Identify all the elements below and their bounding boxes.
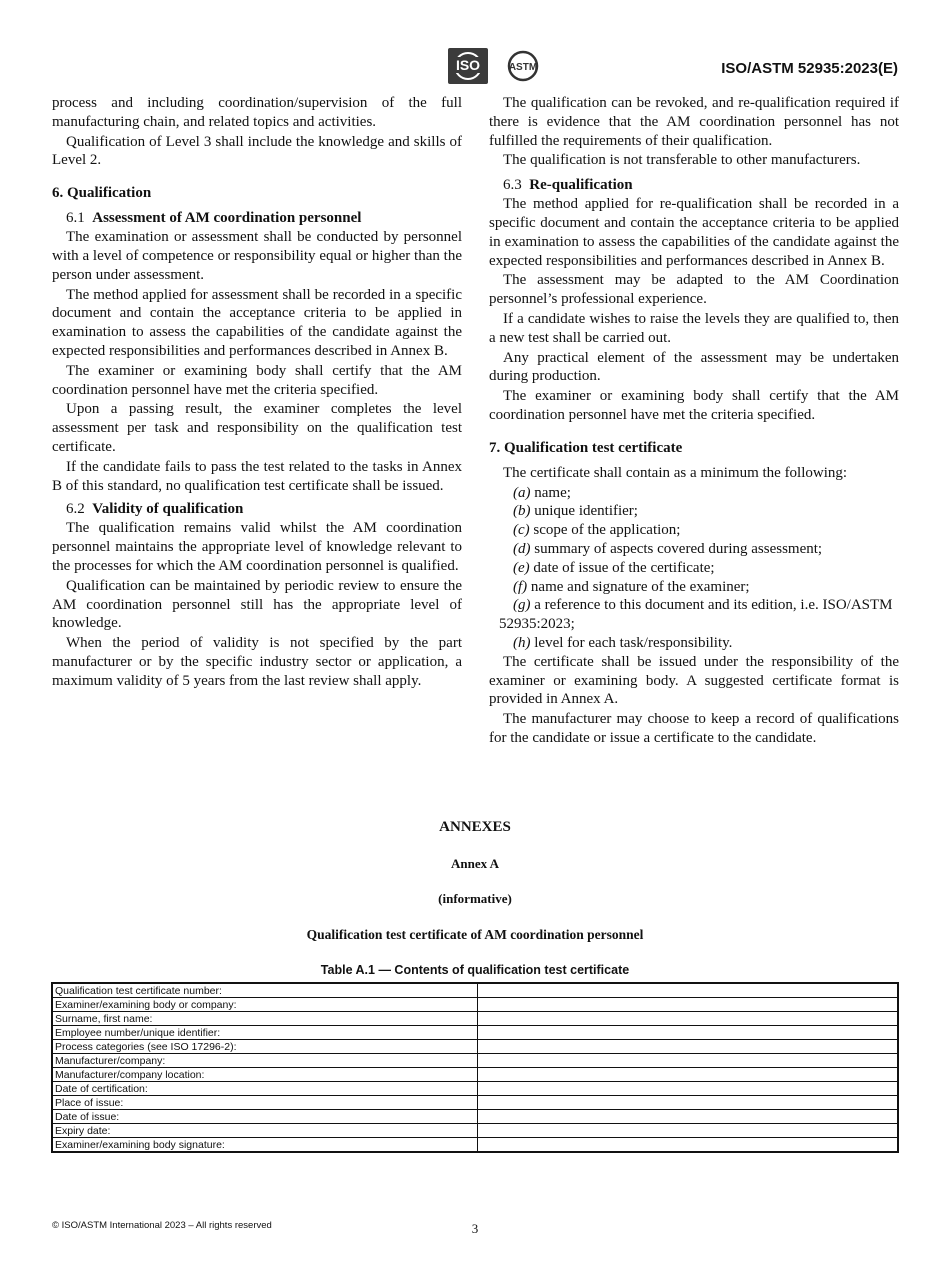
standard-number: ISO/ASTM 52935:2023(E)	[721, 60, 898, 77]
section-7-heading: 7. Qualification test certificate	[489, 439, 683, 456]
section-6-3-heading: 6.3 Re-qualification	[503, 177, 633, 194]
paragraph: The assessment may be adapted to the AM Coordination personnel’s professional experience.	[489, 272, 899, 308]
paragraph: If the candidate fails to pass the test related to the tasks in Annex B of this standard, no qualification test certificate shall be issued.	[52, 458, 462, 494]
paragraph: The method applied for re-qualification shall be recorded in a specific document and contain the acceptance criteria to be applied in examination to assess the capabilities of the candidate against the expected responsibilities and performances described in Annex B.	[489, 196, 899, 269]
paragraph: The examination or assessment shall be conducted by personnel with a level of competence or responsibility equal or higher than the person under assessment.	[52, 229, 462, 283]
table-row	[52, 1124, 898, 1138]
paragraph: The qualification remains valid whilst the AM coordination personnel maintains the appropriate level of knowledge relevant to the processes for which the AM coordination personnel is qualified.	[52, 520, 462, 574]
annex-type: (informative)	[438, 891, 512, 906]
list-item: (h) level for each task/responsibility.	[513, 634, 733, 651]
table-cell-value	[478, 1110, 899, 1124]
table-row	[52, 983, 898, 998]
table-cell-label: Examiner/examining body or company:	[52, 998, 478, 1012]
paragraph: Qualification can be maintained by periodic review to ensure the AM coordination personnel still has the appropriate level of knowledge.	[52, 577, 462, 632]
list-item: (b) unique identifier;	[513, 503, 638, 520]
paragraph: The qualification is not transferable to other manufacturers.	[503, 152, 861, 169]
table-row	[52, 998, 898, 1012]
table-cell-value	[478, 1068, 899, 1082]
certificate-contents-list	[489, 484, 899, 653]
table-row	[52, 1096, 898, 1110]
paragraph: The certificate shall be issued under the responsibility of the examiner or examining body. A suggested certificate format is provided in Annex A.	[489, 653, 899, 708]
astm-logo-text: ASTM	[508, 62, 538, 73]
table-row	[52, 1068, 898, 1082]
paragraph: The examiner or examining body shall certify that the AM coordination personnel have met the criteria specified.	[52, 362, 462, 398]
table-title: Table A.1 — Contents of qualification test certificate	[320, 963, 630, 977]
astm-logo	[504, 50, 542, 82]
list-item: (d) summary of aspects covered during assessment;	[513, 540, 823, 557]
paragraph: The manufacturer may choose to keep a record of qualifications for the candidate or issue a certificate to the candidate.	[489, 711, 899, 746]
table-row	[52, 1138, 898, 1153]
certificate-table	[51, 982, 899, 1153]
table-row	[52, 1110, 898, 1124]
table-cell-value	[478, 1040, 899, 1054]
paragraph: The examiner or examining body shall certify that the AM coordination personnel have met the criteria specified.	[489, 388, 899, 423]
table-cell-value	[478, 1124, 899, 1138]
table-row	[52, 1040, 898, 1054]
table-row	[52, 1026, 898, 1040]
table-row	[52, 1012, 898, 1026]
copyright-notice: © ISO/ASTM International 2023 – All rights reserved	[52, 1220, 272, 1231]
table-cell-label: Manufacturer/company:	[52, 1054, 478, 1068]
paragraph: The certificate shall contain as a minimum the following:	[503, 464, 848, 481]
table-cell-label: Qualification test certificate number:	[52, 983, 478, 998]
annex-title: Qualification test certificate of AM coordination personnel	[306, 927, 644, 942]
annex-a-heading: Annex A	[450, 856, 500, 871]
list-item: (f) name and signature of the examiner;	[513, 578, 750, 595]
list-item: (g) a reference to this document and its edition, i.e. ISO/ASTM 52935:2023;	[499, 597, 893, 633]
table-cell-value	[478, 998, 899, 1012]
list-item: (a) name;	[513, 484, 571, 501]
paragraph: Any practical element of the assessment may be undertaken during production.	[489, 349, 899, 385]
iso-logo-text: ISO	[452, 57, 484, 73]
table-cell-label: Date of certification:	[52, 1082, 478, 1096]
paragraph: Upon a passing result, the examiner completes the level assessment per task and responsibility on the qualification test certificate.	[52, 401, 462, 455]
table-cell-label: Place of issue:	[52, 1096, 478, 1110]
right-column	[489, 94, 899, 749]
list-item: (e) date of issue of the certificate;	[513, 559, 715, 576]
table-cell-value	[478, 1096, 899, 1110]
left-column	[52, 94, 462, 692]
section-6-1-heading: 6.1 Assessment of AM coordination personnel	[66, 210, 362, 227]
paragraph: process and including coordination/supervision of the full manufacturing chain, and related topics and activities.	[52, 95, 462, 130]
table-cell-value	[478, 1026, 899, 1040]
section-6-heading: 6. Qualification	[52, 185, 152, 202]
paragraph: The qualification can be revoked, and re-qualification required if there is evidence that the AM coordination personnel has not fulfilled the requirements of their qualification.	[489, 95, 899, 149]
paragraph: If a candidate wishes to raise the levels they are qualified to, then a new test shall be carried out.	[489, 310, 899, 346]
table-cell-label: Date of issue:	[52, 1110, 478, 1124]
table-cell-label: Employee number/unique identifier:	[52, 1026, 478, 1040]
paragraph: When the period of validity is not specified by the part manufacturer or by the specific industry sector or application, a maximum validity of 5 years from the last review shall apply.	[52, 635, 462, 689]
table-cell-label: Surname, first name:	[52, 1012, 478, 1026]
annexes-heading: ANNEXES	[439, 819, 511, 835]
table-cell-value	[478, 1012, 899, 1026]
table-cell-label: Expiry date:	[52, 1124, 478, 1138]
table-cell-label: Process categories (see ISO 17296-2):	[52, 1040, 478, 1054]
table-cell-value	[478, 1054, 899, 1068]
list-item: (c) scope of the application;	[513, 522, 681, 539]
page-number: 3	[471, 1221, 479, 1236]
table-row	[52, 1082, 898, 1096]
table-cell-value	[478, 983, 899, 998]
table-row	[52, 1054, 898, 1068]
section-6-2-heading: 6.2 Validity of qualification	[66, 501, 244, 518]
table-cell-value	[478, 1138, 899, 1153]
iso-logo	[448, 48, 488, 84]
table-cell-label: Manufacturer/company location:	[52, 1068, 478, 1082]
paragraph: The method applied for assessment shall be recorded in a specific document and contain the acceptance criteria to be applied in examination to assess the capabilities of the candidate against the expected responsibilities and performances described in Annex B.	[52, 286, 462, 359]
table-cell-value	[478, 1082, 899, 1096]
table-cell-label: Examiner/examining body signature:	[52, 1138, 478, 1153]
paragraph: Qualification of Level 3 shall include the knowledge and skills of Level 2.	[52, 133, 462, 169]
